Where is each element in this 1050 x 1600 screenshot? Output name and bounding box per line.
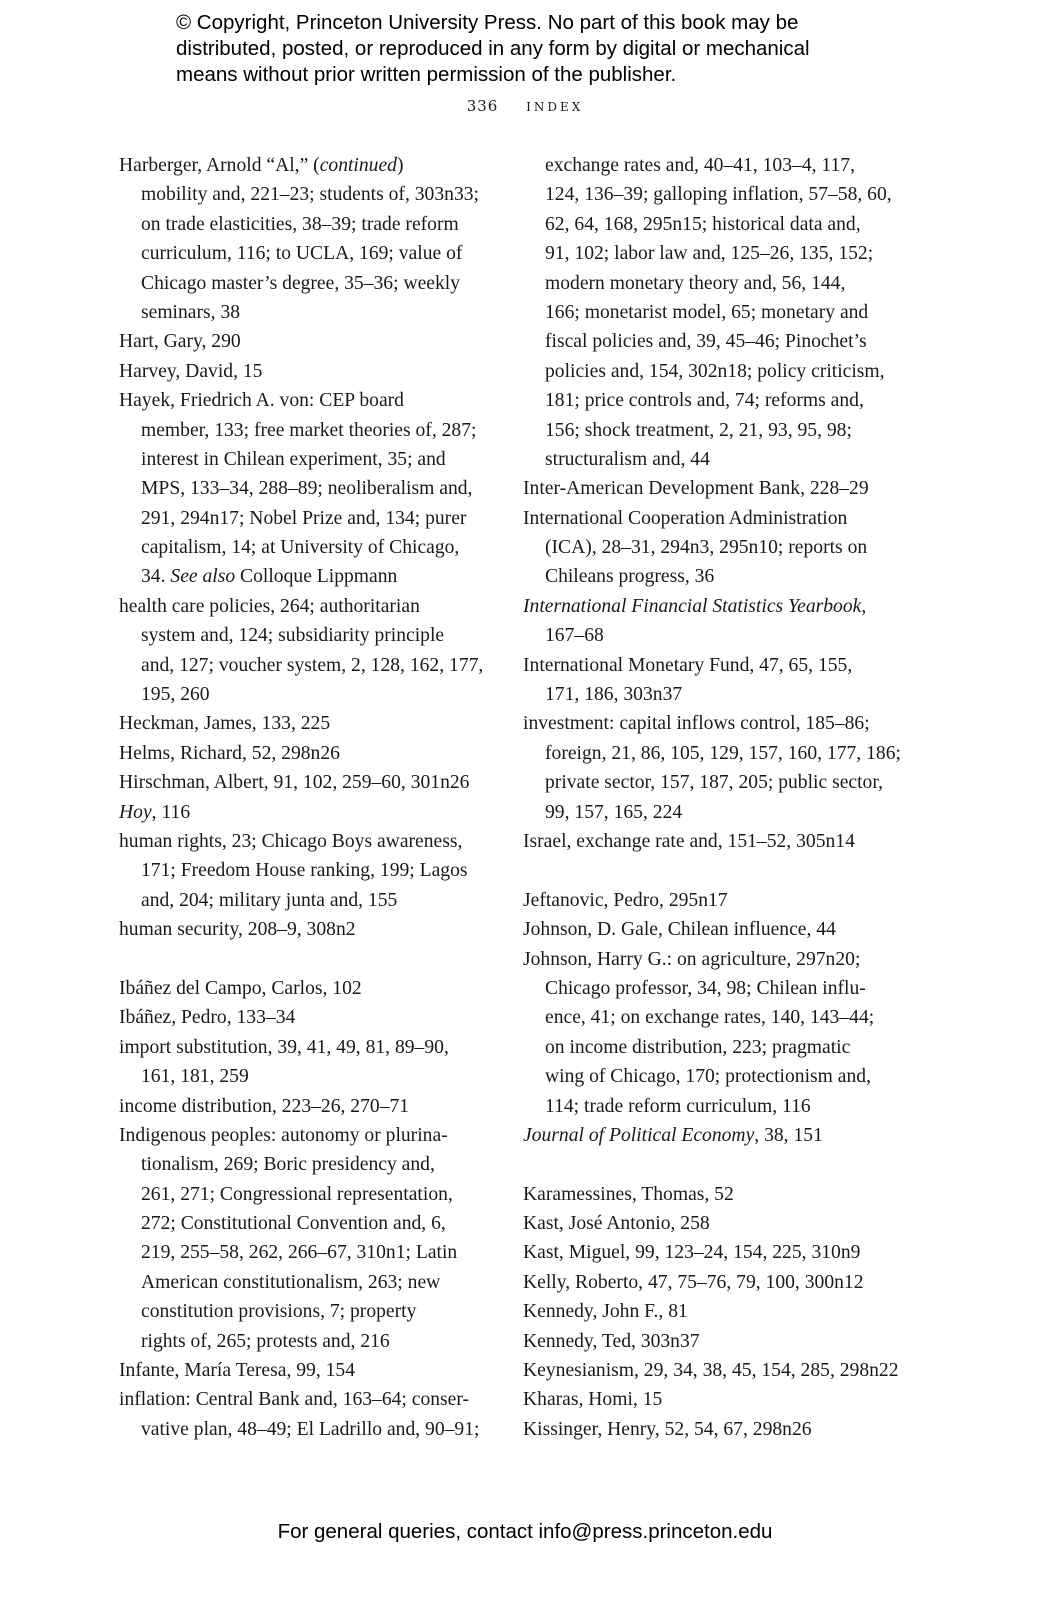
entry-subline: Chicago professor, 34, 98; Chilean influ- [545, 977, 866, 999]
index-entry [119, 357, 519, 386]
entry-subline: capitalism, 14; at University of Chicago, [141, 537, 460, 559]
entry-subline: Chicago master’s degree, 35–36; weekly [141, 272, 461, 294]
entry-heading-line: Hirschman, Albert, 91, 102, 259–60, 301n26 [119, 772, 470, 794]
entry-heading-line: Inter-American Development Bank, 228–29 [523, 478, 869, 500]
entry-subline: 62, 64, 168, 295n15; historical data and, [545, 213, 861, 235]
italic-text: International Financial Statistics Yearbook [523, 595, 862, 617]
index-entry [523, 1268, 923, 1297]
entry-heading-line: Ibáñez del Campo, Carlos, 102 [119, 977, 362, 999]
letter-group [119, 151, 519, 945]
entry-heading-line: Keynesianism, 29, 34, 38, 45, 154, 285, 298n22 [523, 1360, 899, 1382]
entry-heading-line: Helms, Richard, 52, 298n26 [119, 742, 340, 764]
entry-subline: 166; monetarist model, 65; monetary and [545, 301, 869, 323]
text: , 116 [151, 801, 191, 823]
entry-heading-line: Heckman, James, 133, 225 [119, 713, 331, 735]
entry-subline: 124, 136–39; galloping inflation, 57–58, 60, [545, 184, 892, 206]
entry-heading-line: Kennedy, John F., 81 [523, 1301, 688, 1323]
copyright-line: means without prior written permission of the publisher. [176, 63, 677, 86]
index-entry [523, 945, 923, 1121]
entry-heading-line [523, 592, 923, 621]
entry-heading-line: Hayek, Friedrich A. von: CEP board [119, 390, 404, 412]
entry-subline: 291, 294n17; Nobel Prize and, 134; purer [141, 507, 467, 529]
entry-heading-line: Israel, exchange rate and, 151–52, 305n14 [523, 830, 855, 852]
entry-heading-line: health care policies, 264; authoritarian [119, 595, 420, 617]
running-head [0, 96, 1050, 116]
entry-subline: and, 204; military junta and, 155 [141, 889, 398, 911]
entry-subline: Chileans progress, 36 [545, 566, 715, 588]
entry-heading-line: human security, 208–9, 308n2 [119, 919, 356, 941]
index-entry [523, 151, 923, 474]
entry-subline: 272; Constitutional Convention and, 6, [141, 1213, 446, 1235]
index-entry [119, 827, 519, 915]
italic-text: continued [319, 155, 397, 176]
entry-subline: tionalism, 269; Boric presidency and, [141, 1154, 435, 1176]
entry-subline: on income distribution, 223; pragmatic [545, 1036, 851, 1058]
entry-heading-line: Kelly, Roberto, 47, 75–76, 79, 100, 300n12 [523, 1271, 864, 1293]
index-entry [523, 592, 923, 651]
entry-subline: 156; shock treatment, 2, 21, 93, 95, 98; [545, 419, 852, 441]
entry-subline: 181; price controls and, 74; reforms and, [545, 390, 864, 412]
entry-subline [119, 562, 519, 591]
index-entry [523, 504, 923, 592]
index-entry [523, 474, 923, 503]
index-entry [523, 1121, 923, 1150]
index-entry [119, 915, 519, 944]
entry-heading-line: Johnson, Harry G.: on agriculture, 297n20; [523, 948, 861, 970]
index-entry [119, 709, 519, 738]
entry-heading-line: Kast, Miguel, 99, 123–24, 154, 225, 310n9 [523, 1242, 861, 1264]
entry-heading-line: Kharas, Homi, 15 [523, 1389, 663, 1411]
entry-heading-line: income distribution, 223–26, 270–71 [119, 1095, 410, 1117]
index-entry [119, 327, 519, 356]
entry-subline: MPS, 133–34, 288–89; neoliberalism and, [141, 478, 473, 500]
entry-heading-line: Hart, Gary, 290 [119, 331, 241, 353]
entry-subline: 114; trade reform curriculum, 116 [545, 1095, 811, 1117]
entry-heading-line: Ibáñez, Pedro, 133–34 [119, 1007, 296, 1029]
entry-heading-line: Indigenous peoples: autonomy or plurina- [119, 1124, 448, 1146]
entry-subline: 167–68 [545, 625, 604, 647]
text: ) [396, 155, 404, 176]
index-entry [523, 915, 923, 944]
entry-subline: American constitutionalism, 263; new [141, 1271, 441, 1293]
index-entry [523, 709, 923, 827]
index-entry [523, 1209, 923, 1238]
entry-subline: mobility and, 221–23; students of, 303n33; [141, 184, 479, 206]
entry-heading-line: Harvey, David, 15 [119, 360, 263, 382]
entry-subline: constitution provisions, 7; property [141, 1301, 417, 1323]
index-column-right [523, 151, 923, 1444]
entry-subline: vative plan, 48–49; El Ladrillo and, 90–91; [141, 1418, 480, 1440]
entry-subline: system and, 124; subsidiarity principle [141, 625, 445, 647]
index-entry [523, 1385, 923, 1414]
index-entry [119, 739, 519, 768]
section-title: index [526, 96, 584, 116]
index-column-left [119, 151, 519, 1444]
copyright-line: © Copyright, Princeton University Press. No part of this book may be [176, 11, 799, 34]
italic-text: Hoy [119, 801, 152, 823]
entry-subline: and, 127; voucher system, 2, 128, 162, 177, [141, 654, 484, 676]
entry-subline: 261, 271; Congressional representation, [141, 1183, 453, 1205]
letter-group [119, 974, 519, 1444]
italic-text: See also [170, 566, 236, 588]
entry-subline: foreign, 21, 86, 105, 129, 157, 160, 177, 186; [545, 742, 901, 764]
index-entry [119, 798, 519, 827]
index-entry [119, 974, 519, 1003]
copyright-notice [176, 10, 936, 88]
entry-heading-line: International Monetary Fund, 47, 65, 155, [523, 654, 853, 676]
text: Harberger, Arnold “Al,” ( [119, 155, 320, 176]
entry-subline: 91, 102; labor law and, 125–26, 135, 152; [545, 243, 874, 265]
entry-subline: private sector, 157, 187, 205; public sector, [545, 772, 883, 794]
index-entry [119, 386, 519, 592]
entry-subline: on trade elasticities, 38–39; trade reform [141, 213, 459, 235]
index-entry [523, 1415, 923, 1444]
index-entry [523, 1356, 923, 1385]
entry-heading-line: Infante, María Teresa, 99, 154 [119, 1360, 356, 1382]
footer-contact: For general queries, contact info@press.princeton.edu [277, 1520, 773, 1543]
index-entry [523, 651, 923, 710]
index-entry [523, 1297, 923, 1326]
index-entry [523, 1180, 923, 1209]
letter-group [523, 1180, 923, 1445]
entry-heading-line: International Cooperation Administration [523, 507, 848, 529]
entry-subline: 99, 157, 165, 224 [545, 801, 683, 823]
entry-heading-line [523, 1121, 923, 1150]
entry-heading-line: investment: capital inflows control, 185–86; [523, 713, 870, 735]
entry-subline: policies and, 154, 302n18; policy criticism, [545, 360, 885, 382]
letter-group [523, 151, 923, 856]
index-entry [119, 1356, 519, 1385]
entry-heading-line: Karamessines, Thomas, 52 [523, 1183, 734, 1205]
entry-heading-line: human rights, 23; Chicago Boys awareness, [119, 830, 463, 852]
index-entry [523, 827, 923, 856]
index-entry [119, 1003, 519, 1032]
index-entry [119, 151, 519, 327]
entry-heading-line [119, 798, 519, 827]
index-entry [523, 886, 923, 915]
index-entry [119, 1033, 519, 1092]
entry-subline: 195, 260 [141, 684, 210, 706]
entry-subline: seminars, 38 [141, 301, 241, 323]
entry-heading-line: Kennedy, Ted, 303n37 [523, 1330, 700, 1352]
entry-subline: member, 133; free market theories of, 287; [141, 419, 477, 441]
entry-subline: ence, 41; on exchange rates, 140, 143–44; [545, 1007, 875, 1029]
entry-subline: (ICA), 28–31, 294n3, 295n10; reports on [545, 537, 868, 559]
text: , 38, 151 [754, 1124, 823, 1146]
entry-subline: curriculum, 116; to UCLA, 169; value of [141, 243, 463, 265]
entry-subline: 171; Freedom House ranking, 199; Lagos [141, 860, 468, 882]
entry-subline: structuralism and, 44 [545, 448, 710, 470]
entry-subline: modern monetary theory and, 56, 144, [545, 272, 846, 294]
entry-heading-line: import substitution, 39, 41, 49, 81, 89–90, [119, 1036, 449, 1058]
copyright-line: distributed, posted, or reproduced in any form by digital or mechanical [176, 37, 810, 60]
entry-subline: exchange rates and, 40–41, 103–4, 117, [545, 155, 855, 176]
entry-heading-line: Johnson, D. Gale, Chilean influence, 44 [523, 919, 836, 941]
entry-heading-line: Jeftanovic, Pedro, 295n17 [523, 889, 728, 911]
entry-subline: fiscal policies and, 39, 45–46; Pinochet’s [545, 331, 867, 353]
entry-subline: 219, 255–58, 262, 266–67, 310n1; Latin [141, 1242, 458, 1264]
page-number: 336 [466, 97, 499, 115]
entry-subline: interest in Chilean experiment, 35; and [141, 448, 446, 470]
index-entry [119, 768, 519, 797]
entry-subline: wing of Chicago, 170; protectionism and, [545, 1066, 871, 1088]
index-entry [119, 592, 519, 710]
italic-text: Journal of Political Economy [523, 1124, 755, 1146]
entry-heading-line: Kast, José Antonio, 258 [523, 1213, 710, 1235]
text: , [861, 595, 867, 617]
text: 34. [141, 566, 171, 588]
text: Colloque Lippmann [235, 566, 398, 588]
entry-heading-line: inflation: Central Bank and, 163–64; conser- [119, 1389, 470, 1411]
entry-subline: rights of, 265; protests and, 216 [141, 1330, 390, 1352]
entry-subline: 161, 181, 259 [141, 1066, 249, 1088]
index-entry [119, 1092, 519, 1121]
index-entry [119, 1385, 519, 1444]
letter-group [523, 886, 923, 1151]
index-entry [119, 1121, 519, 1356]
index-entry [523, 1327, 923, 1356]
entry-subline: 171, 186, 303n37 [545, 684, 683, 706]
index-entry [523, 1238, 923, 1267]
entry-heading-line: Kissinger, Henry, 52, 54, 67, 298n26 [523, 1418, 812, 1440]
entry-heading-line [119, 151, 519, 180]
